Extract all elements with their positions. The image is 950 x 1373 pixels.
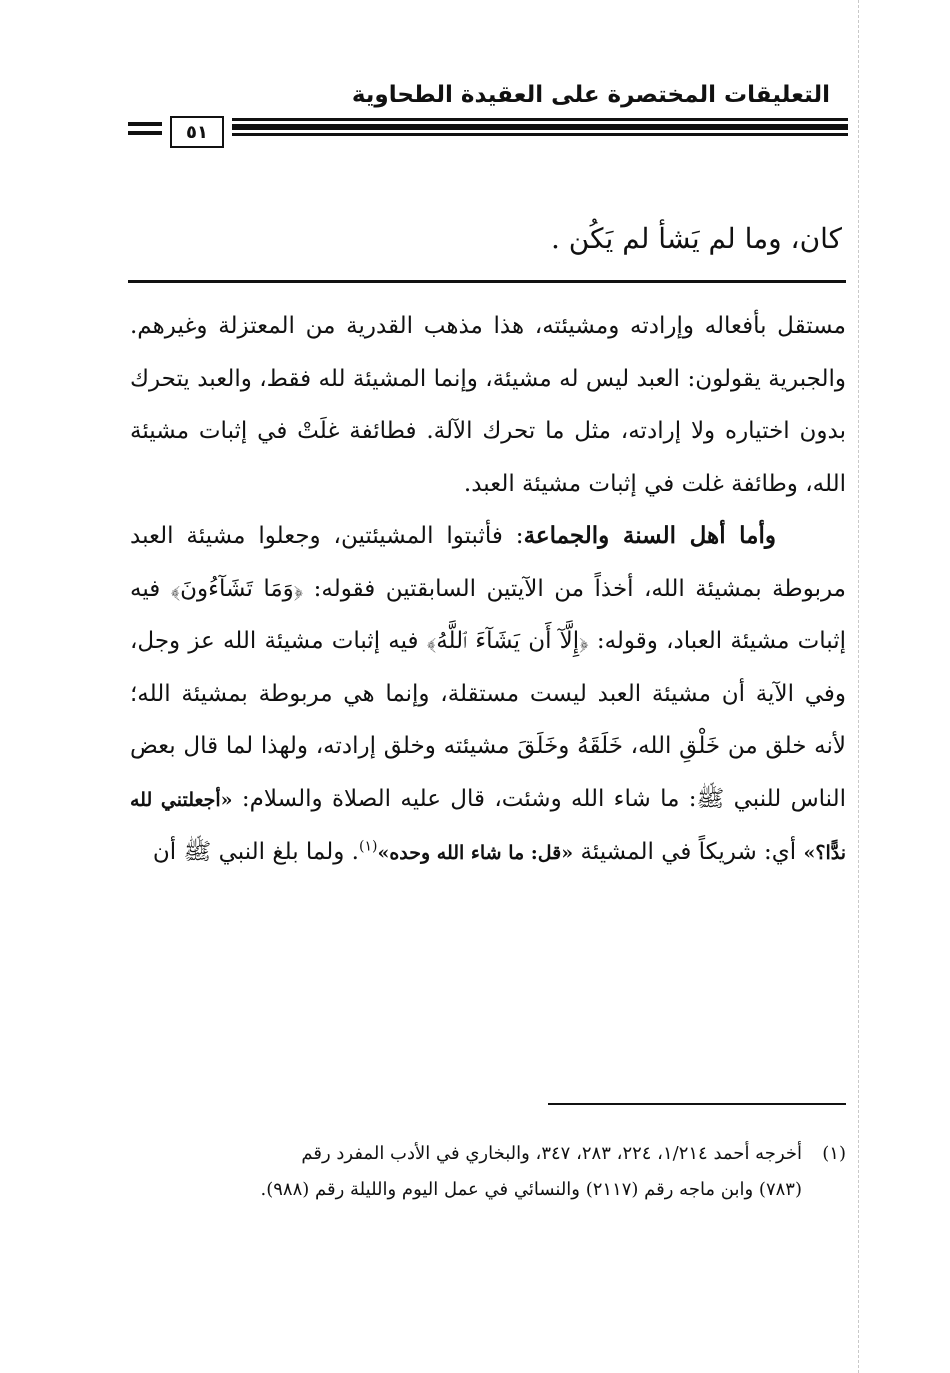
footnote-reference: (١) (358, 838, 378, 855)
paragraph-2-lead: وأما أهل السنة والجماعة (523, 522, 776, 549)
header-rule (128, 118, 848, 144)
footnote-number: (١) (822, 1143, 846, 1164)
page-number: ٥١ (170, 116, 224, 148)
footnote (130, 1136, 846, 1208)
hadith-quote-1: «أجعلتني لله ندًّا؟» (130, 788, 846, 864)
footnote-line-2: (٧٨٣) وابن ماجه رقم (٢١١٧) والنسائي في عمل اليوم والليلة رقم (٩٨٨). (260, 1179, 802, 1200)
paragraph-2-part-a: : فأثبتوا المشيئتين، وجعلوا مشيئة العبد مربوطة بمشيئة الله، أخذاً من الآيتين السابقتين فقوله: ﴿وَمَا تَشَآءُونَ﴾ فيه إثبات مشيئة العباد، وقوله: ﴿إِلَّآ أَن يَشَآءَ ٱللَّهُ﴾ فيه إثبات مشيئة الله عز وجل، وفي الآية أن مشيئة العبد ليست مستقلة، وإنما هي مربوطة بمشيئة الله؛ لأنه خلق من خَلْقِ الله، خَلَقَهُ وخَلَقَ مشيئته وخلق إرادته، ولهذا لما قال بعض الناس للنبي ﷺ: ما شاء الله وشئت، قال عليه الصلاة والسلام: (130, 523, 846, 812)
page-edge-line (858, 0, 859, 1373)
paragraph-2 (130, 510, 846, 880)
footnote-divider (548, 1103, 846, 1105)
paragraph-2-part-c: . ولما بلغ النبي ﷺ أن (152, 839, 359, 865)
paragraph-2-part-b: أي: شريكاً في المشيئة (573, 839, 804, 865)
footnote-text-1: أخرجه أحمد ١/٢١٤، ٢٢٤، ٢٨٣، ٣٤٧، والبخاري في الأدب المفرد رقم (301, 1143, 802, 1164)
footnote-line-1 (130, 1136, 846, 1172)
matn-divider (128, 280, 846, 283)
commentary-body (130, 300, 846, 880)
hadith-quote-2: «قل: ما شاء الله وحده» (377, 842, 574, 864)
matn-text: كان، وما لم يَشأ لم يَكُن . (550, 222, 842, 255)
running-title: التعليقات المختصرة على العقيدة الطحاوية (351, 82, 830, 108)
paragraph-1: مستقل بأفعاله وإرادته ومشيئته، هذا مذهب القدرية من المعتزلة وغيرهم. والجبرية يقولون: العبد ليس له مشيئة، وإنما المشيئة لله فقط، والعبد يتحرك بدون اختياره ولا إرادته، مثل ما تحرك الآلة. فطائفة غلَتْ في إثبات مشيئة الله، وطائفة غلت في إثبات مشيئة العبد. (130, 313, 846, 497)
